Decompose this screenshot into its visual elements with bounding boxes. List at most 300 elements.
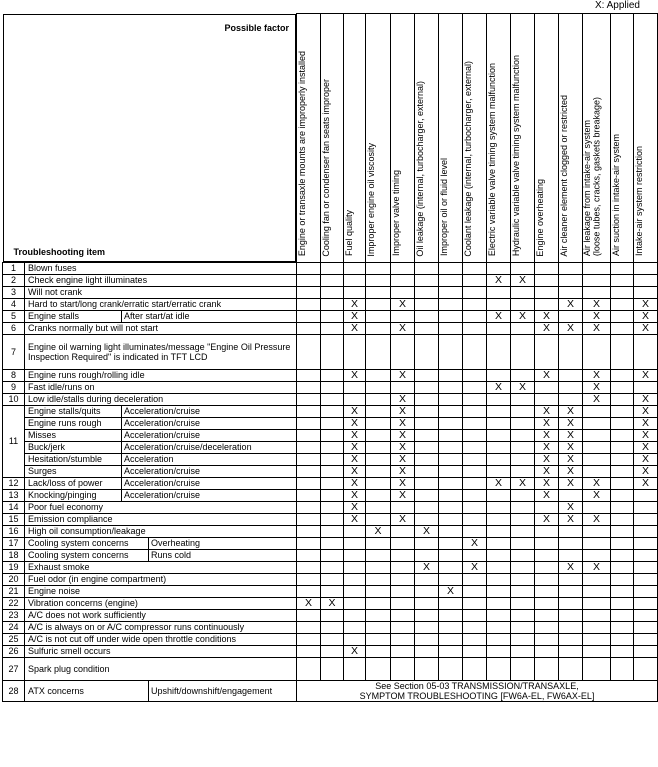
row-number: 6: [3, 322, 25, 334]
mark-cell: [511, 609, 535, 621]
mark-cell: [366, 489, 391, 501]
mark-cell: [634, 633, 658, 645]
mark-cell: [439, 381, 463, 393]
mark-cell: [535, 393, 559, 405]
table-row: [3, 645, 658, 657]
mark-cell: [487, 657, 511, 680]
mark-cell: [391, 501, 415, 513]
table-row: [3, 561, 658, 573]
item-label: Engine stalls: [25, 310, 122, 322]
mark-cell: [583, 417, 611, 429]
mark-cell: [366, 585, 391, 597]
mark-cell: [415, 513, 439, 525]
factor-label-line2: (loose tubes, cracks, gaskets breakage): [591, 97, 602, 257]
applied-mark: X: [535, 453, 559, 465]
mark-cell: [391, 621, 415, 633]
mark-cell: [439, 405, 463, 417]
mark-cell: [634, 286, 658, 298]
row-number: 20: [3, 573, 25, 585]
mark-cell: [439, 525, 463, 537]
mark-cell: [415, 549, 439, 561]
mark-cell: [366, 645, 391, 657]
mark-cell: [344, 657, 366, 680]
mark-cell: [487, 262, 511, 274]
mark-cell: [487, 417, 511, 429]
item-label: Hesitation/stumble: [25, 453, 122, 465]
row-number: 19: [3, 561, 25, 573]
mark-cell: [511, 585, 535, 597]
mark-cell: [439, 262, 463, 274]
row-number: 24: [3, 621, 25, 633]
mark-cell: [321, 274, 344, 286]
mark-cell: [297, 609, 321, 621]
mark-cell: [439, 609, 463, 621]
applied-mark: X: [583, 381, 611, 393]
item-label: Lack/loss of power: [25, 477, 122, 489]
item-label: Fuel odor (in engine compartment): [25, 573, 297, 585]
mark-cell: [439, 621, 463, 633]
factor-header-12: [583, 14, 611, 263]
mark-cell: [415, 573, 439, 585]
mark-cell: [366, 262, 391, 274]
mark-cell: [297, 381, 321, 393]
mark-cell: [559, 609, 583, 621]
mark-cell: [611, 298, 634, 310]
row-number: 1: [3, 262, 25, 274]
applied-mark: X: [344, 477, 366, 489]
mark-cell: [391, 537, 415, 549]
mark-cell: [611, 417, 634, 429]
mark-cell: [535, 549, 559, 561]
mark-cell: [611, 286, 634, 298]
applied-mark: X: [535, 417, 559, 429]
mark-cell: [439, 477, 463, 489]
item-label: High oil consumption/leakage: [25, 525, 297, 537]
mark-cell: [297, 441, 321, 453]
row-number: 10: [3, 393, 25, 405]
mark-cell: [559, 334, 583, 369]
applied-mark: X: [297, 597, 321, 609]
factor-header-9: [511, 14, 535, 263]
mark-cell: [366, 381, 391, 393]
mark-cell: [321, 489, 344, 501]
mark-cell: [634, 621, 658, 633]
mark-cell: [487, 585, 511, 597]
mark-cell: [415, 453, 439, 465]
mark-cell: [463, 657, 487, 680]
factor-header-7: [463, 14, 487, 263]
applied-mark: X: [391, 513, 415, 525]
mark-cell: [487, 501, 511, 513]
mark-cell: [344, 525, 366, 537]
mark-cell: [297, 573, 321, 585]
mark-cell: [439, 322, 463, 334]
mark-cell: [634, 573, 658, 585]
note-line: See Section 05-03 TRANSMISSION/TRANSAXLE,: [375, 680, 579, 691]
mark-cell: [511, 633, 535, 645]
mark-cell: [415, 645, 439, 657]
mark-cell: [321, 298, 344, 310]
mark-cell: [611, 429, 634, 441]
mark-cell: [611, 465, 634, 477]
mark-cell: [415, 585, 439, 597]
mark-cell: [559, 549, 583, 561]
troubleshooting-item-heading: Troubleshooting item: [13, 246, 105, 257]
mark-cell: [511, 369, 535, 381]
mark-cell: [535, 621, 559, 633]
mark-cell: [297, 429, 321, 441]
mark-cell: [583, 573, 611, 585]
mark-cell: [535, 537, 559, 549]
row-number: 27: [3, 657, 25, 680]
mark-cell: [439, 549, 463, 561]
mark-cell: [487, 621, 511, 633]
factor-header-2: [344, 14, 366, 263]
mark-cell: [487, 393, 511, 405]
mark-cell: [583, 525, 611, 537]
mark-cell: [366, 429, 391, 441]
item-condition: Overheating: [149, 537, 297, 549]
mark-cell: [439, 513, 463, 525]
item-label: Engine runs rough: [25, 417, 122, 429]
mark-cell: [366, 465, 391, 477]
factor-label: Engine or transaxle mounts are improperly installed: [297, 51, 307, 257]
item-label: A/C is always on or A/C compressor runs continuously: [25, 621, 297, 633]
item-label: Engine stalls/quits: [25, 405, 122, 417]
mark-cell: [344, 573, 366, 585]
mark-cell: [511, 597, 535, 609]
mark-cell: [611, 573, 634, 585]
mark-cell: [583, 597, 611, 609]
mark-cell: [391, 633, 415, 645]
mark-cell: [511, 322, 535, 334]
mark-cell: [511, 561, 535, 573]
mark-cell: [511, 286, 535, 298]
row-number: 22: [3, 597, 25, 609]
item-label: Cranks normally but will not start: [25, 322, 297, 334]
mark-cell: [487, 609, 511, 621]
applied-mark: X: [391, 441, 415, 453]
mark-cell: [391, 657, 415, 680]
applied-mark: X: [344, 645, 366, 657]
mark-cell: [415, 417, 439, 429]
applied-mark: X: [634, 310, 658, 322]
applied-mark: X: [391, 429, 415, 441]
applied-mark: X: [634, 393, 658, 405]
item-label: Misses: [25, 429, 122, 441]
applied-mark: X: [583, 561, 611, 573]
mark-cell: [321, 334, 344, 369]
mark-cell: [297, 334, 321, 369]
mark-cell: [559, 525, 583, 537]
mark-cell: [344, 609, 366, 621]
mark-cell: [511, 417, 535, 429]
mark-cell: [321, 657, 344, 680]
applied-mark: X: [344, 501, 366, 513]
mark-cell: [321, 465, 344, 477]
item-label: Cooling system concerns: [25, 537, 149, 549]
factor-label: Hydraulic variable valve timing system malfunction: [511, 55, 521, 257]
mark-cell: [611, 525, 634, 537]
factor-label: Cooling fan or condenser fan seats improper: [321, 78, 331, 257]
mark-cell: [611, 597, 634, 609]
row-number: 13: [3, 489, 25, 501]
applied-mark: X: [535, 513, 559, 525]
row-number: 5: [3, 310, 25, 322]
applied-mark: X: [559, 561, 583, 573]
applied-mark: X: [535, 405, 559, 417]
item-label: Fast idle/runs on: [25, 381, 297, 393]
mark-cell: [463, 274, 487, 286]
mark-cell: [487, 405, 511, 417]
mark-cell: [391, 262, 415, 274]
mark-cell: [297, 513, 321, 525]
mark-cell: [391, 561, 415, 573]
mark-cell: [583, 585, 611, 597]
factor-label: Improper oil or fluid level: [439, 158, 449, 257]
mark-cell: [583, 657, 611, 680]
mark-cell: [415, 465, 439, 477]
mark-cell: [487, 322, 511, 334]
mark-cell: [463, 441, 487, 453]
mark-cell: [511, 537, 535, 549]
mark-cell: [366, 633, 391, 645]
table-row: [3, 298, 658, 310]
table-row: [3, 537, 658, 549]
applied-mark: X: [344, 322, 366, 334]
mark-cell: [487, 645, 511, 657]
table-row: [3, 477, 658, 489]
item-label: A/C does not work sufficiently: [25, 609, 297, 621]
mark-cell: [559, 286, 583, 298]
mark-cell: [366, 322, 391, 334]
applied-mark: X: [344, 298, 366, 310]
mark-cell: [439, 633, 463, 645]
mark-cell: [487, 549, 511, 561]
table-row: [3, 441, 658, 453]
factor-label: Intake-air system restriction: [634, 146, 644, 257]
mark-cell: [415, 322, 439, 334]
applied-mark: X: [415, 561, 439, 573]
mark-cell: [391, 597, 415, 609]
mark-cell: [535, 525, 559, 537]
mark-cell: [611, 477, 634, 489]
applied-mark: X: [344, 441, 366, 453]
applied-mark: X: [583, 298, 611, 310]
mark-cell: [611, 585, 634, 597]
mark-cell: [366, 609, 391, 621]
mark-cell: [559, 573, 583, 585]
mark-cell: [297, 525, 321, 537]
mark-cell: [391, 286, 415, 298]
cross-reference-note: [297, 680, 658, 701]
mark-cell: [415, 334, 439, 369]
mark-cell: [487, 597, 511, 609]
mark-cell: [487, 573, 511, 585]
table-row: [3, 573, 658, 585]
mark-cell: [463, 513, 487, 525]
mark-cell: [511, 441, 535, 453]
applied-mark: X: [391, 417, 415, 429]
mark-cell: [297, 585, 321, 597]
mark-cell: [391, 585, 415, 597]
applied-mark: X: [583, 477, 611, 489]
applied-mark: X: [559, 453, 583, 465]
applied-mark: X: [391, 393, 415, 405]
mark-cell: [634, 609, 658, 621]
factor-header-10: [535, 14, 559, 263]
applied-mark: X: [634, 477, 658, 489]
applied-mark: X: [487, 381, 511, 393]
factor-label: Improper engine oil viscosity: [366, 142, 376, 257]
mark-cell: [463, 645, 487, 657]
mark-cell: [439, 441, 463, 453]
mark-cell: [511, 513, 535, 525]
mark-cell: [297, 501, 321, 513]
applied-mark: X: [634, 429, 658, 441]
mark-cell: [415, 310, 439, 322]
applied-mark: X: [559, 465, 583, 477]
mark-cell: [439, 298, 463, 310]
applied-mark: X: [559, 441, 583, 453]
factor-label: Air suction in intake-air system: [611, 134, 621, 257]
mark-cell: [583, 274, 611, 286]
mark-cell: [366, 405, 391, 417]
item-label: Spark plug condition: [25, 657, 297, 680]
applied-mark: X: [583, 489, 611, 501]
applied-mark: X: [463, 561, 487, 573]
mark-cell: [463, 298, 487, 310]
mark-cell: [559, 369, 583, 381]
mark-cell: [415, 501, 439, 513]
mark-cell: [463, 310, 487, 322]
factor-label: Coolant leakage (internal, turbocharger, external): [463, 60, 473, 257]
mark-cell: [463, 369, 487, 381]
mark-cell: [366, 393, 391, 405]
mark-cell: [611, 537, 634, 549]
mark-cell: [583, 537, 611, 549]
mark-cell: [366, 657, 391, 680]
row-number: 26: [3, 645, 25, 657]
mark-cell: [439, 429, 463, 441]
mark-cell: [439, 501, 463, 513]
mark-cell: [463, 429, 487, 441]
table-row: [3, 501, 658, 513]
applied-mark: X: [559, 405, 583, 417]
mark-cell: [634, 262, 658, 274]
factor-label: Air leakage from intake-air system: [582, 120, 592, 257]
mark-cell: [415, 609, 439, 621]
mark-cell: [511, 573, 535, 585]
mark-cell: [415, 381, 439, 393]
table-row: [3, 513, 658, 525]
mark-cell: [611, 657, 634, 680]
item-label: Vibration concerns (engine): [25, 597, 297, 609]
applied-mark: X: [366, 525, 391, 537]
applied-mark: X: [535, 310, 559, 322]
applied-mark: X: [487, 274, 511, 286]
mark-cell: [559, 310, 583, 322]
mark-cell: [321, 262, 344, 274]
mark-cell: [344, 549, 366, 561]
mark-cell: [634, 585, 658, 597]
mark-cell: [487, 489, 511, 501]
mark-cell: [321, 453, 344, 465]
mark-cell: [634, 549, 658, 561]
mark-cell: [297, 477, 321, 489]
mark-cell: [439, 573, 463, 585]
mark-cell: [415, 369, 439, 381]
mark-cell: [487, 537, 511, 549]
applied-mark: X: [391, 477, 415, 489]
mark-cell: [487, 525, 511, 537]
applied-mark: X: [583, 310, 611, 322]
applied-mark: X: [535, 477, 559, 489]
item-label: Emission compliance: [25, 513, 297, 525]
header-corner: [3, 14, 297, 263]
mark-cell: [511, 501, 535, 513]
mark-cell: [463, 585, 487, 597]
mark-cell: [297, 274, 321, 286]
mark-cell: [366, 286, 391, 298]
mark-cell: [321, 441, 344, 453]
mark-cell: [297, 298, 321, 310]
mark-cell: [297, 310, 321, 322]
applied-mark: X: [535, 322, 559, 334]
mark-cell: [321, 645, 344, 657]
applied-mark: X: [344, 513, 366, 525]
item-label: Exhaust smoke: [25, 561, 297, 573]
mark-cell: [321, 585, 344, 597]
mark-cell: [297, 633, 321, 645]
mark-cell: [511, 453, 535, 465]
mark-cell: [535, 501, 559, 513]
mark-cell: [344, 585, 366, 597]
mark-cell: [583, 429, 611, 441]
mark-cell: [297, 645, 321, 657]
applied-mark: X: [634, 441, 658, 453]
mark-cell: [583, 621, 611, 633]
applied-mark: X: [634, 405, 658, 417]
mark-cell: [344, 334, 366, 369]
mark-cell: [321, 501, 344, 513]
applied-mark: X: [391, 369, 415, 381]
mark-cell: [366, 513, 391, 525]
mark-cell: [391, 310, 415, 322]
mark-cell: [439, 561, 463, 573]
table-row: [3, 405, 658, 417]
mark-cell: [511, 334, 535, 369]
applied-mark: X: [439, 585, 463, 597]
item-condition: Acceleration/cruise: [122, 489, 297, 501]
mark-cell: [559, 597, 583, 609]
mark-cell: [321, 549, 344, 561]
table-row: [3, 381, 658, 393]
factor-header-13: [611, 14, 634, 263]
mark-cell: [535, 274, 559, 286]
mark-cell: [463, 609, 487, 621]
table-row: [3, 489, 658, 501]
factor-label: Electric variable valve timing system malfunction: [487, 63, 497, 257]
table-row: [3, 286, 658, 298]
mark-cell: [321, 429, 344, 441]
applied-mark: X: [344, 453, 366, 465]
mark-cell: [511, 465, 535, 477]
note-line: SYMPTOM TROUBLESHOOTING [FW6A-EL, FW6AX-EL]: [359, 690, 595, 701]
mark-cell: [559, 262, 583, 274]
mark-cell: [634, 381, 658, 393]
table-row: [3, 597, 658, 609]
